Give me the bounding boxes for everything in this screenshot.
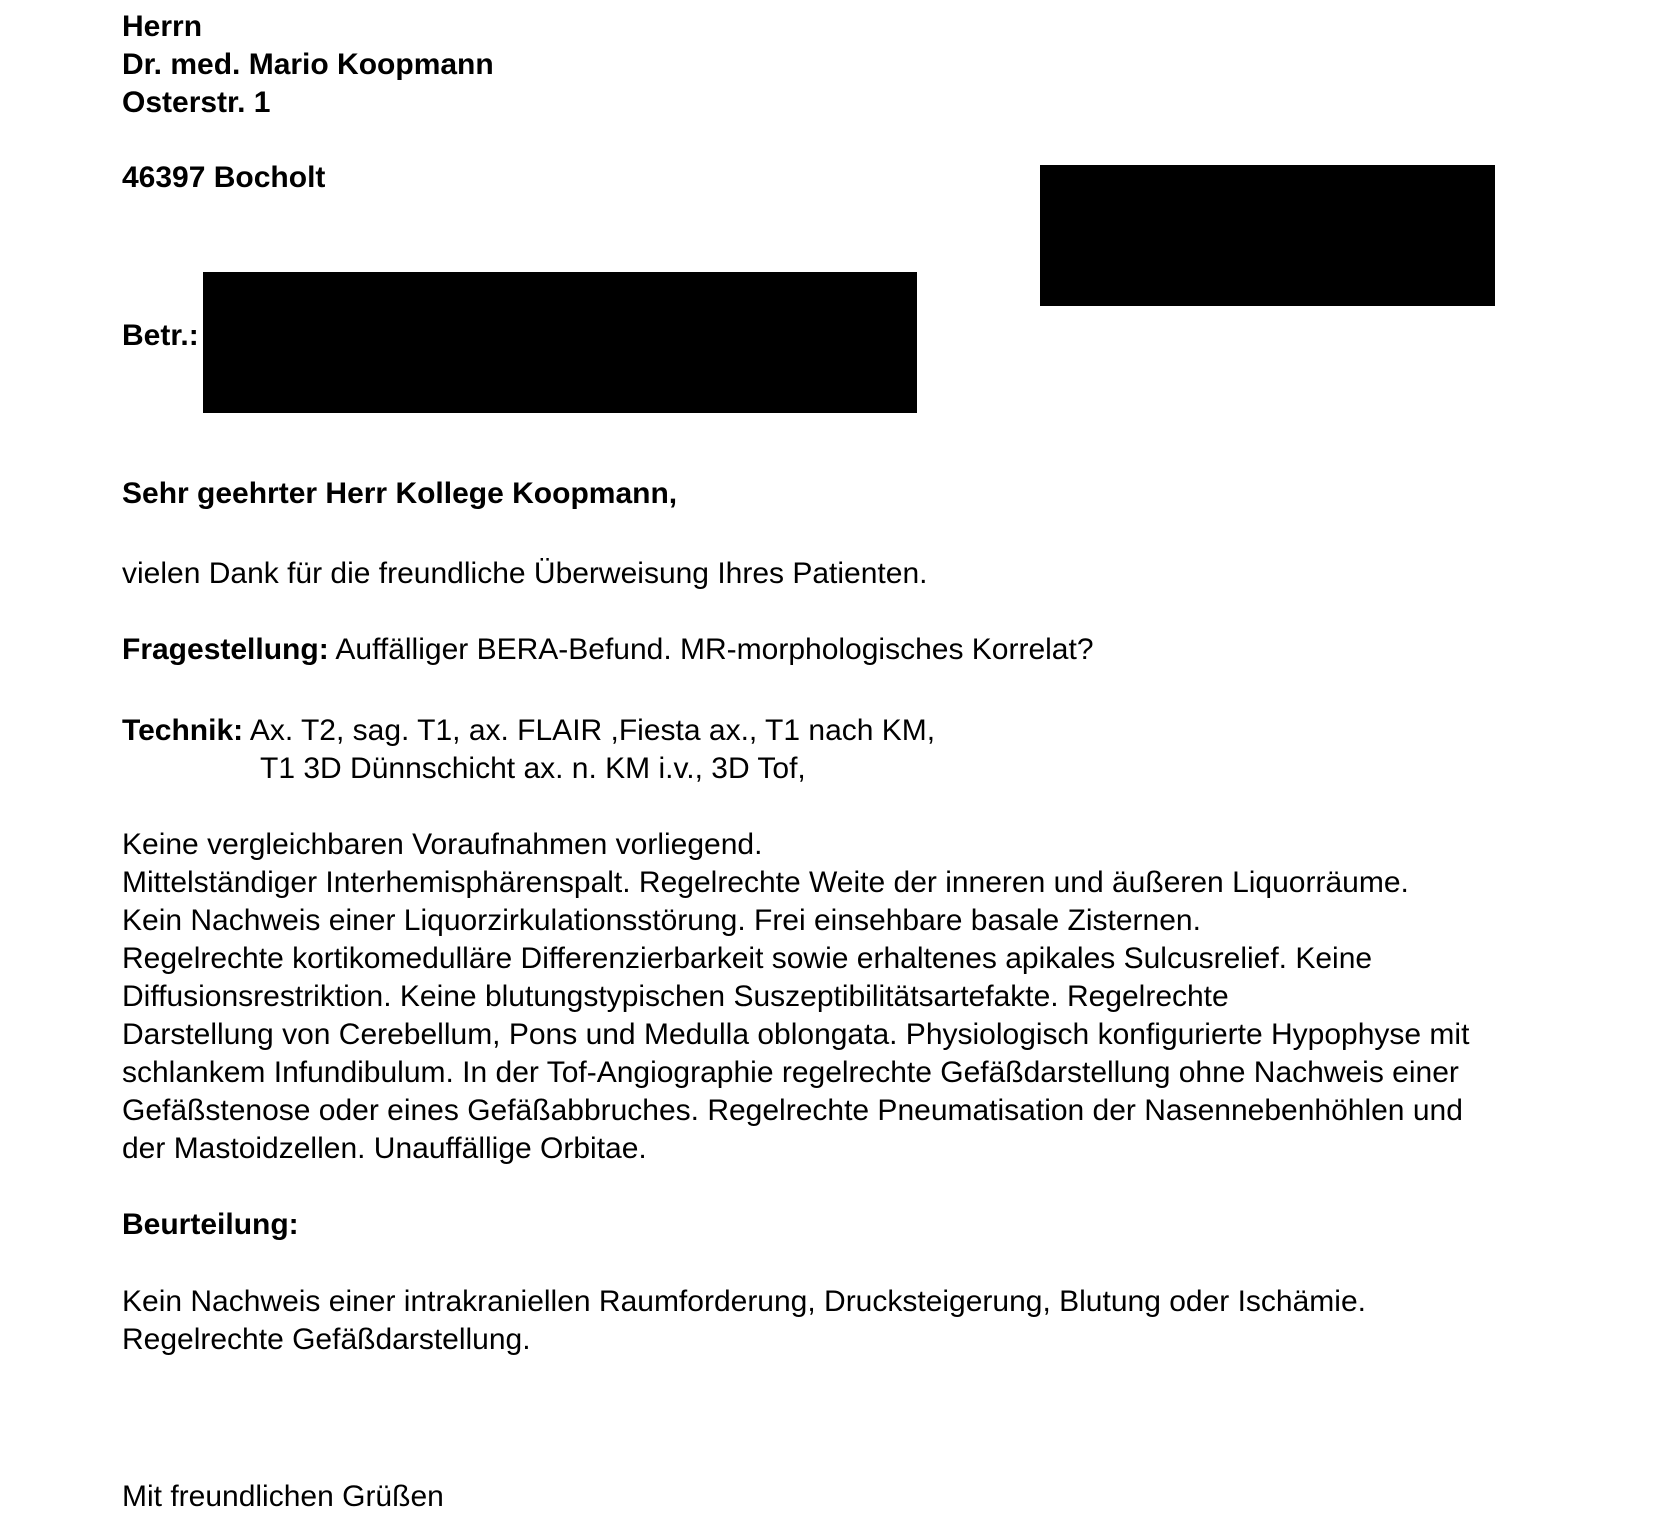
redaction-block-subject <box>203 272 917 413</box>
assessment-label: Beurteilung: <box>122 1208 299 1241</box>
findings-line: Regelrechte kortikomedulläre Differenzierbarkeit sowie erhaltenes apikales Sulcusrelief. Keine <box>122 942 1373 975</box>
address-city: 46397 Bocholt <box>122 161 326 194</box>
findings-line: schlankem Infundibulum. In der Tof-Angiographie regelrechte Gefäßdarstellung ohne Nachweis einer <box>122 1056 1459 1089</box>
findings-line: Diffusionsrestriktion. Keine blutungstypischen Suszeptibilitätsartefakte. Regelrechte <box>122 980 1229 1013</box>
closing-text: Mit freundlichen Grüßen <box>122 1480 444 1513</box>
question-text: Auffälliger BERA-Befund. MR-morphologisches Korrelat? <box>328 633 1094 666</box>
question-label: Fragestellung: <box>122 633 329 666</box>
redaction-block-sender <box>1040 165 1495 306</box>
findings-line: Mittelständiger Interhemisphärenspalt. Regelrechte Weite der inneren und äußeren Liquorräume. <box>122 866 1409 899</box>
assessment-line: Kein Nachweis einer intrakraniellen Raumforderung, Drucksteigerung, Blutung oder Ischämie. <box>122 1285 1366 1318</box>
greeting: Sehr geehrter Herr Kollege Koopmann, <box>122 477 678 510</box>
technique-line-2: T1 3D Dünnschicht ax. n. KM i.v., 3D Tof, <box>260 752 806 785</box>
technique-label: Technik: <box>122 714 244 747</box>
address-name: Dr. med. Mario Koopmann <box>122 48 494 81</box>
technique-text-1: Ax. T2, sag. T1, ax. FLAIR ,Fiesta ax., T1 nach KM, <box>243 714 936 747</box>
findings-line: der Mastoidzellen. Unauffällige Orbitae. <box>122 1132 647 1165</box>
assessment-line: Regelrechte Gefäßdarstellung. <box>122 1323 531 1356</box>
subject-label: Betr.: <box>122 319 199 352</box>
findings-line: Darstellung von Cerebellum, Pons und Medulla oblongata. Physiologisch konfigurierte Hypophyse mit <box>122 1018 1470 1051</box>
technique-line-1 <box>122 712 935 750</box>
address-salutation: Herrn <box>122 10 203 43</box>
findings-line: Kein Nachweis einer Liquorzirkulationsstörung. Frei einsehbare basale Zisternen. <box>122 904 1201 937</box>
question-line <box>122 631 1094 669</box>
intro-text: vielen Dank für die freundliche Überweisung Ihres Patienten. <box>122 557 928 590</box>
findings-line: Gefäßstenose oder eines Gefäßabbruches. Regelrechte Pneumatisation der Nasennebenhöhlen und <box>122 1094 1463 1127</box>
findings-line: Keine vergleichbaren Voraufnahmen vorliegend. <box>122 828 763 861</box>
address-street: Osterstr. 1 <box>122 86 271 119</box>
